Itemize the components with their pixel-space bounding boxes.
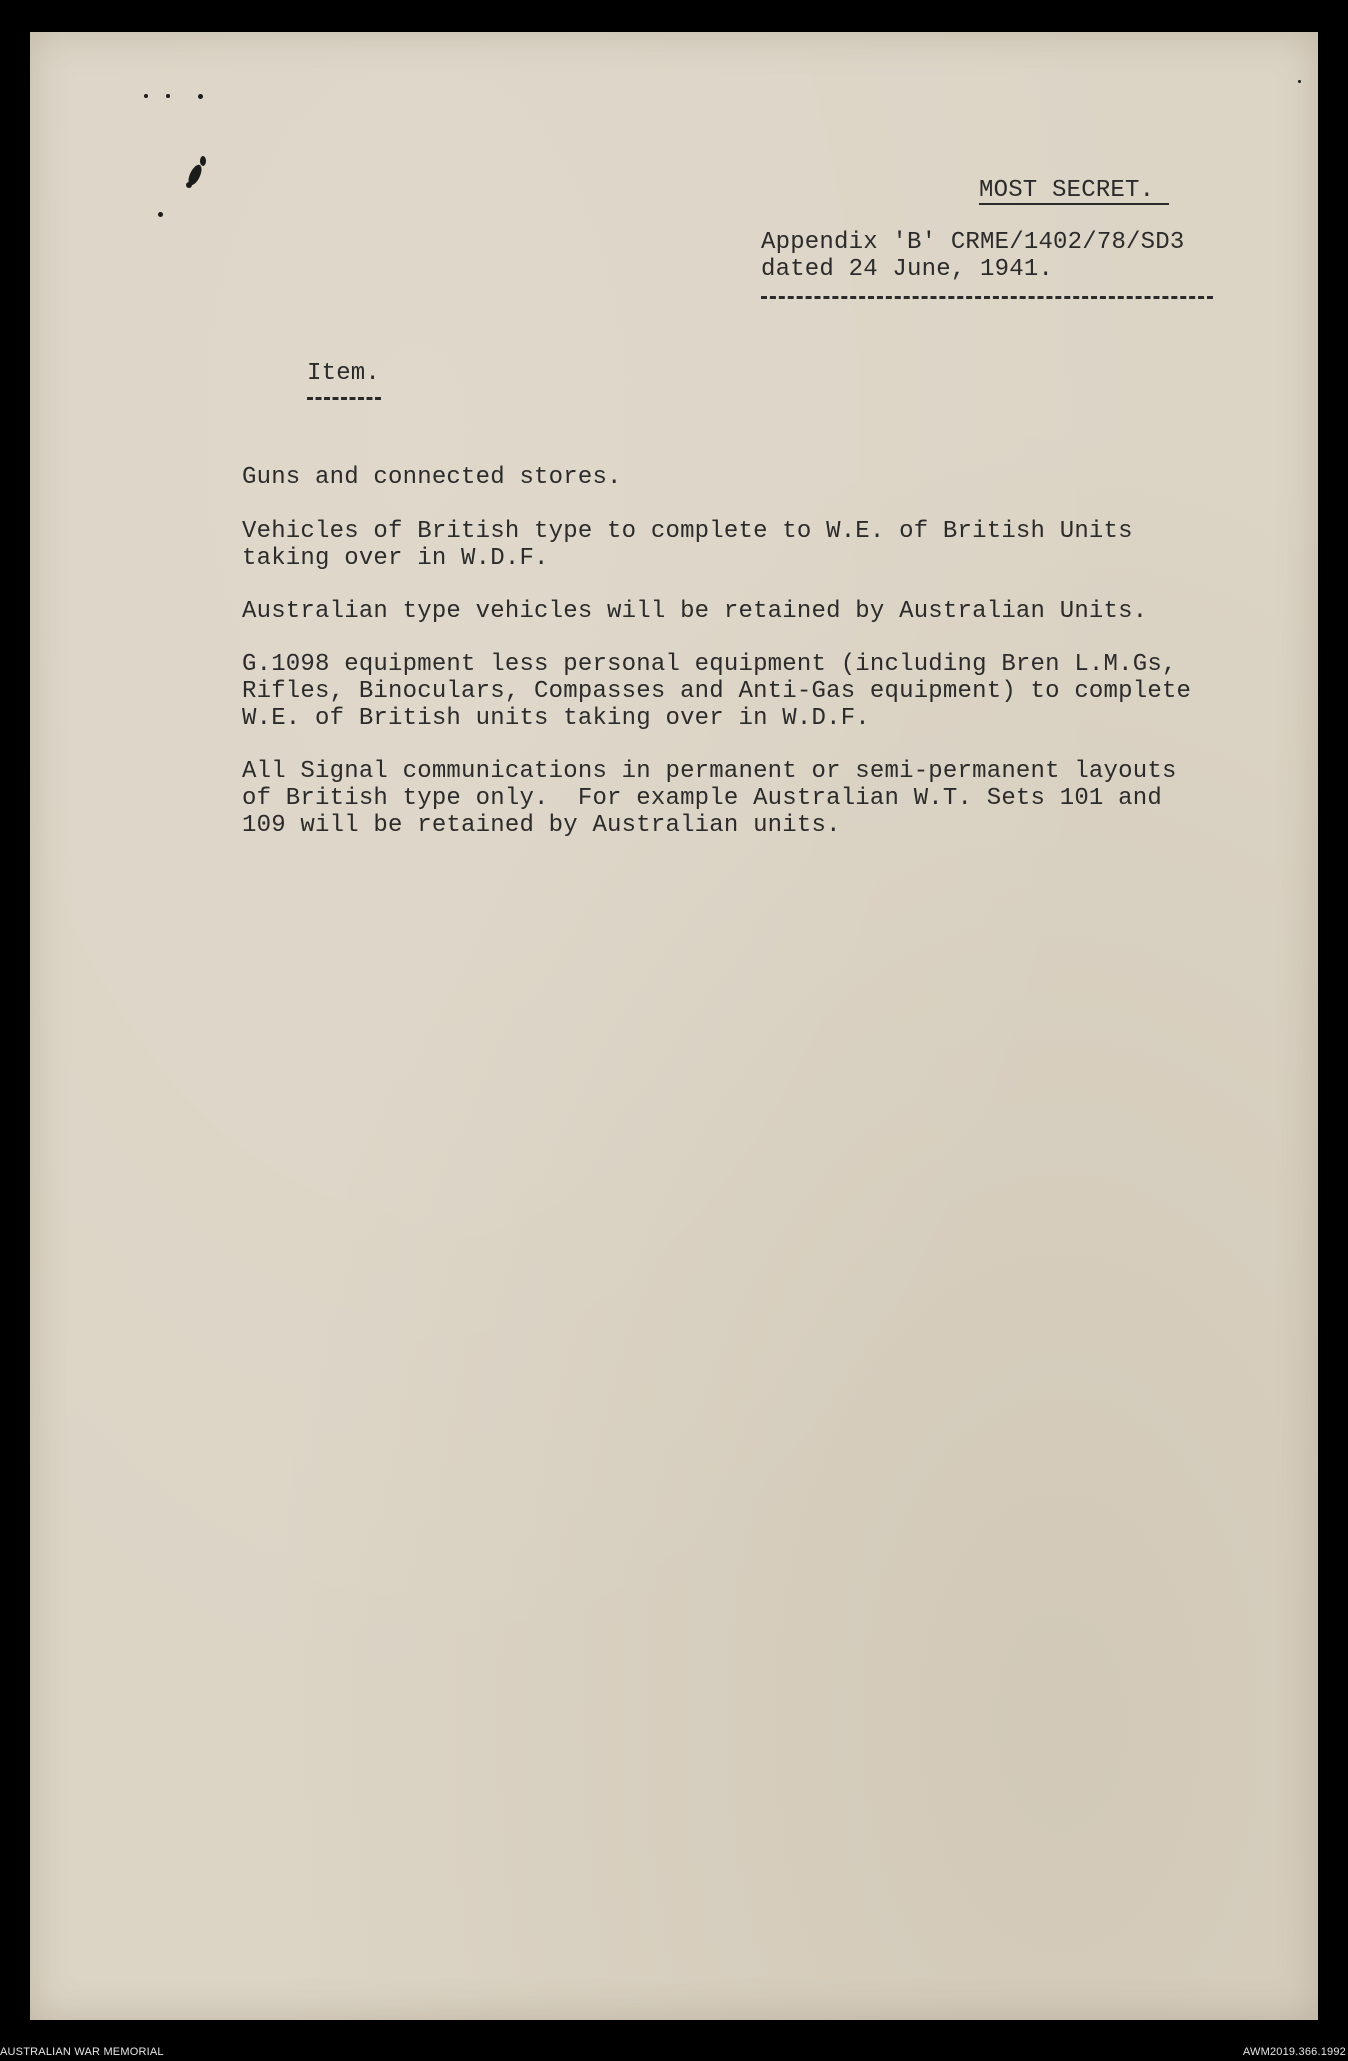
item-line: All Signal communications in permanent or semi-permanent layouts (242, 758, 1177, 785)
document-page (30, 32, 1318, 2020)
punch-hole-mark (1298, 80, 1301, 83)
punch-hole-mark (198, 94, 203, 99)
punch-hole-mark (144, 94, 148, 98)
item-line: Guns and connected stores. (242, 464, 622, 491)
punch-hole-mark (158, 212, 163, 217)
appendix-reference-line: Appendix 'B' CRME/1402/78/SD3 (761, 229, 1185, 256)
item-heading: Item. (307, 360, 381, 387)
punch-hole-mark (186, 182, 192, 188)
punch-hole-mark (200, 156, 206, 166)
punch-hole-mark (166, 94, 170, 98)
item-line: Rifles, Binoculars, Compasses and Anti-Gas equipment) to complete (242, 678, 1192, 705)
footer-source: AUSTRALIAN WAR MEMORIAL (0, 2046, 164, 2058)
item-line: Vehicles of British type to complete to W.E. of British Units (242, 518, 1133, 545)
reference-underline (761, 296, 1213, 299)
appendix-date-line: dated 24 June, 1941. (761, 256, 1054, 283)
classification-underline (979, 203, 1169, 205)
item-heading-underline (307, 397, 381, 400)
item-line: Australian type vehicles will be retained by Australian Units. (242, 598, 1148, 625)
item-line: of British type only. For example Australian W.T. Sets 101 and (242, 785, 1162, 812)
classification-heading: MOST SECRET. (979, 177, 1155, 204)
item-line: taking over in W.D.F. (242, 545, 549, 572)
item-line: G.1098 equipment less personal equipment (including Bren L.M.Gs, (242, 651, 1177, 678)
item-line: W.E. of British units taking over in W.D.F. (242, 705, 870, 732)
item-line: 109 will be retained by Australian units. (242, 812, 841, 839)
footer-accession-number: AWM2019.366.1992 (1242, 2046, 1346, 2058)
